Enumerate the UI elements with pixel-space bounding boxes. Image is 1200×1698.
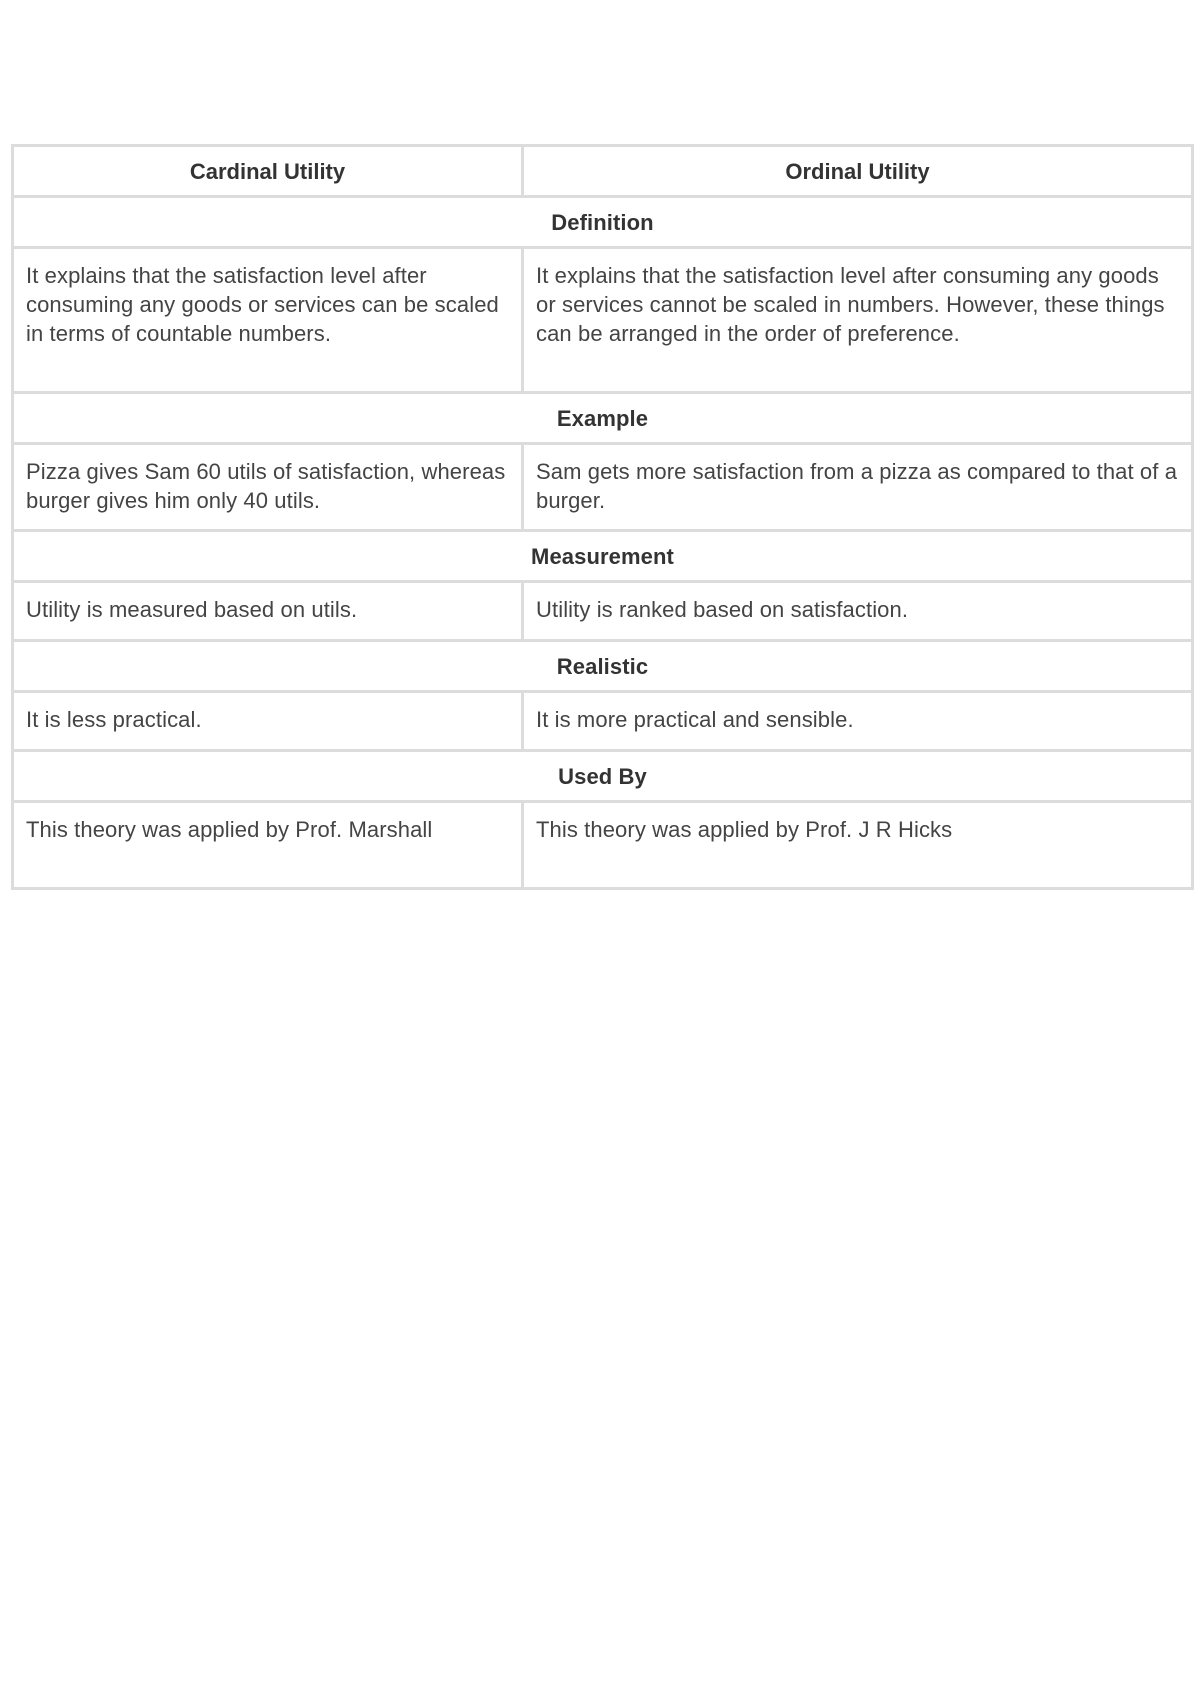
- ordinal-cell: It is more practical and sensible.: [523, 692, 1193, 751]
- ordinal-cell: Utility is ranked based on satisfaction.: [523, 582, 1193, 641]
- section-title: Realistic: [13, 641, 1193, 692]
- section-row-used-by: [13, 751, 1193, 802]
- cardinal-cell: Utility is measured based on utils.: [13, 582, 523, 641]
- table-row: [13, 248, 1193, 393]
- header-ordinal-utility: Ordinal Utility: [523, 146, 1193, 197]
- cardinal-cell: It is less practical.: [13, 692, 523, 751]
- table-row: [13, 692, 1193, 751]
- table-row: [13, 582, 1193, 641]
- section-row-example: [13, 393, 1193, 444]
- table-row: [13, 802, 1193, 889]
- cardinal-cell: It explains that the satisfaction level after consuming any goods or services can be scaled in terms of countable numbers.: [13, 248, 523, 393]
- cardinal-cell: This theory was applied by Prof. Marshall: [13, 802, 523, 889]
- section-row-definition: [13, 197, 1193, 248]
- cardinal-cell: Pizza gives Sam 60 utils of satisfaction, whereas burger gives him only 40 utils.: [13, 444, 523, 531]
- section-row-realistic: [13, 641, 1193, 692]
- ordinal-cell: It explains that the satisfaction level after consuming any goods or services cannot be scaled in numbers. However, these things can be arranged in the order of preference.: [523, 248, 1193, 393]
- section-title: Example: [13, 393, 1193, 444]
- ordinal-cell: Sam gets more satisfaction from a pizza as compared to that of a burger.: [523, 444, 1193, 531]
- ordinal-cell: This theory was applied by Prof. J R Hicks: [523, 802, 1193, 889]
- section-row-measurement: [13, 531, 1193, 582]
- comparison-table: [11, 144, 1194, 890]
- section-title: Definition: [13, 197, 1193, 248]
- header-cardinal-utility: Cardinal Utility: [13, 146, 523, 197]
- table-row: [13, 444, 1193, 531]
- section-title: Measurement: [13, 531, 1193, 582]
- section-title: Used By: [13, 751, 1193, 802]
- table-header-row: [13, 146, 1193, 197]
